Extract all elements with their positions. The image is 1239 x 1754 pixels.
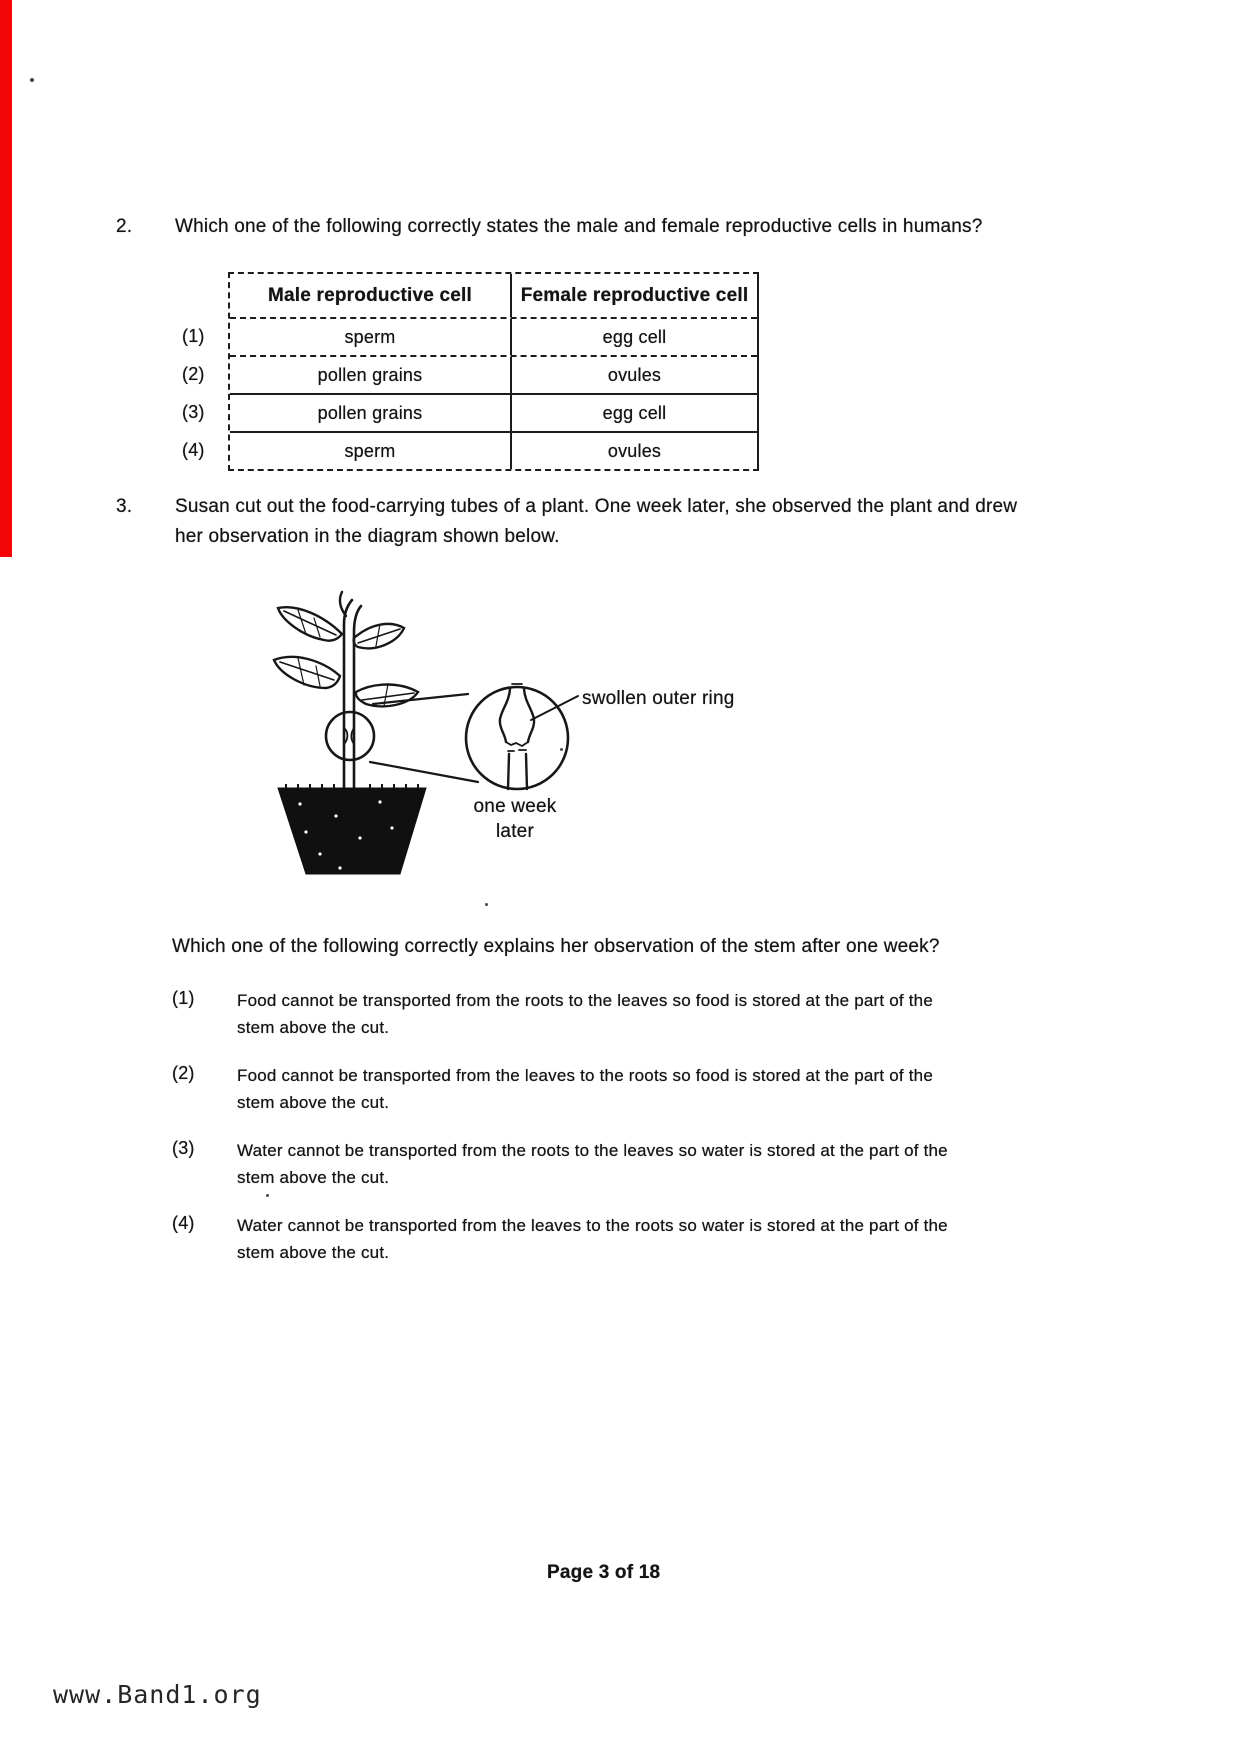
one-week-later-label <box>450 794 580 844</box>
table-row <box>230 395 757 433</box>
one-week-later-line1: one week <box>473 796 557 817</box>
scan-speck <box>485 903 488 906</box>
cell-male: pollen grains <box>230 357 512 393</box>
option-4-text <box>237 1212 948 1266</box>
scan-edge-red-stripe <box>0 0 12 557</box>
option-1-line1: Food cannot be transported from the roots to the leaves so food is stored at the part of the <box>237 991 933 1010</box>
projection-line-lower <box>370 762 478 782</box>
leaf-middle-left <box>274 657 340 688</box>
option-1-text <box>237 987 933 1041</box>
option-4-marker: (4) <box>172 1213 195 1233</box>
question-3-text: Which one of the following correctly explains her observation of the stem after one week? <box>172 936 940 957</box>
plant-pot <box>278 784 426 874</box>
option-2-line1: Food cannot be transported from the leaves to the roots so food is stored at the part of the <box>237 1066 933 1085</box>
cell-male: sperm <box>230 433 512 469</box>
label-pointer-line <box>531 696 578 720</box>
projection-line-upper <box>373 694 468 704</box>
magnified-stem <box>500 684 534 789</box>
question-2-number: 2. <box>116 216 133 237</box>
leaf-upper-right <box>354 624 404 648</box>
question-3-intro-line1: Susan cut out the food-carrying tubes of a plant. One week later, she observed the plant and drew <box>175 496 1018 517</box>
option-3-marker: (3) <box>172 1138 195 1158</box>
question-3-number: 3. <box>116 496 133 517</box>
one-week-later-line2: later <box>496 821 534 842</box>
option-4-line2: stem above the cut. <box>237 1243 390 1262</box>
row-marker: (4) <box>182 440 205 460</box>
question-3-intro-line2: her observation in the diagram shown below. <box>175 526 560 547</box>
table-row <box>230 319 757 357</box>
reproductive-cells-table <box>228 272 759 471</box>
leaf-upper-left <box>278 607 342 640</box>
cut-location-circle <box>326 712 374 760</box>
cell-female: ovules <box>607 365 662 385</box>
option-1-marker: (1) <box>172 988 195 1008</box>
scan-speck <box>266 1194 269 1197</box>
cell-female: egg cell <box>602 327 667 347</box>
website-watermark: www.Band1.org <box>53 1680 262 1709</box>
table-row <box>230 357 757 395</box>
cut-gap-marks <box>508 750 526 751</box>
option-2-text <box>237 1062 933 1116</box>
option-2-marker: (2) <box>172 1063 195 1083</box>
question-2-text: Which one of the following correctly states the male and female reproductive cells in humans? <box>175 216 983 237</box>
option-4-line1: Water cannot be transported from the leaves to the roots so water is stored at the part of the <box>237 1216 948 1235</box>
cut-notch <box>344 728 354 744</box>
option-2-line2: stem above the cut. <box>237 1093 390 1112</box>
table-header-female: Female reproductive cell <box>520 285 749 306</box>
table-row <box>230 433 757 469</box>
table-header-row <box>230 274 757 319</box>
option-1-line2: stem above the cut. <box>237 1018 390 1037</box>
row-marker: (1) <box>182 326 205 346</box>
magnified-stem-circle <box>466 687 568 789</box>
row-marker: (2) <box>182 364 205 384</box>
option-3-line1: Water cannot be transported from the roots to the leaves so water is stored at the part of the <box>237 1141 948 1160</box>
cell-male: sperm <box>230 319 512 355</box>
cell-female: egg cell <box>602 403 667 423</box>
swollen-outer-ring-label: swollen outer ring <box>582 688 735 709</box>
scan-speck <box>30 78 34 82</box>
row-marker: (3) <box>182 402 205 422</box>
option-3-line2: stem above the cut. <box>237 1168 390 1187</box>
option-3-text <box>237 1137 948 1191</box>
table-header-male: Male reproductive cell <box>230 274 512 317</box>
cell-female: ovules <box>607 441 662 461</box>
page-number-footer: Page 3 of 18 <box>547 1562 661 1583</box>
cell-male: pollen grains <box>230 395 512 431</box>
